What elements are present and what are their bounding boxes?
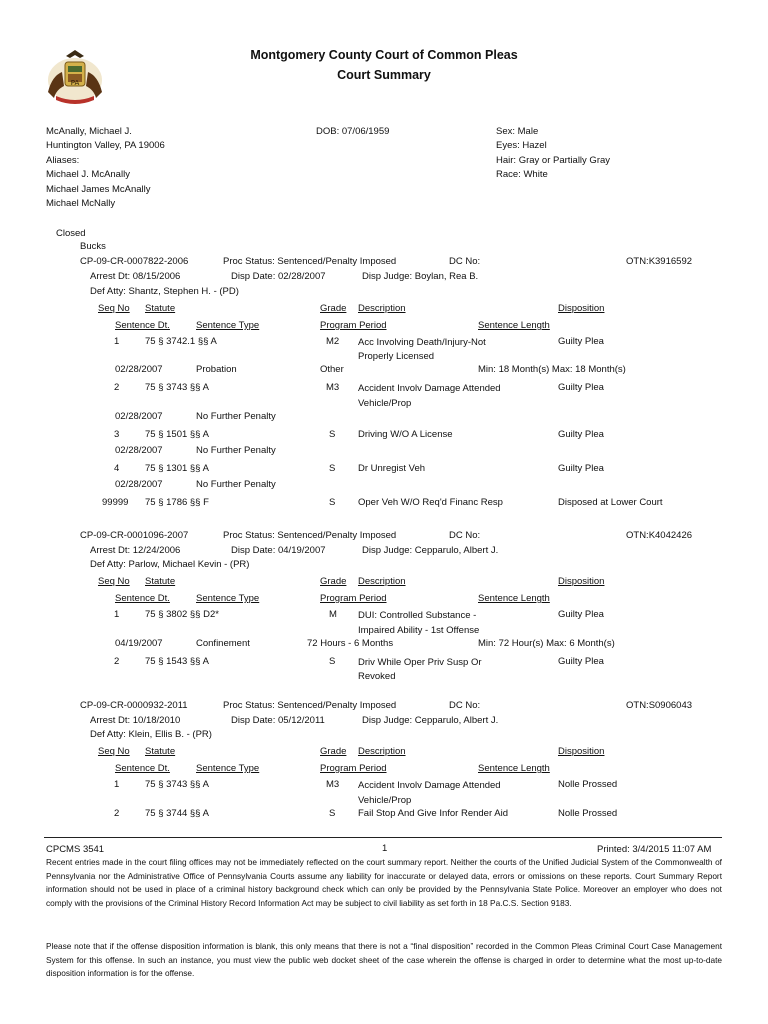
- case-docket: CP-09-CR-0007822-2006: [80, 256, 189, 267]
- charge-seq: 2: [114, 656, 120, 667]
- col-header-sentence-dt: Sentence Dt.: [115, 593, 170, 604]
- defendant-eyes: Eyes: Hazel: [496, 140, 547, 151]
- charge-grade: S: [329, 497, 336, 508]
- charge-description: Vehicle/Prop: [358, 398, 412, 409]
- col-header-grade: Grade: [320, 746, 347, 757]
- col-header-sentence-dt: Sentence Dt.: [115, 320, 170, 331]
- case-def-atty: Def Atty: Klein, Ellis B. - (PR): [90, 729, 212, 740]
- charge-description: Dr Unregist Veh: [358, 463, 426, 474]
- col-header-sentence-length: Sentence Length: [478, 763, 550, 774]
- defendant-address: Huntington Valley, PA 19006: [46, 140, 165, 151]
- case-arrest-date: Arrest Dt: 10/18/2010: [90, 715, 181, 726]
- charge-grade: M3: [326, 382, 340, 393]
- case-proc-status: Proc Status: Sentenced/Penalty Imposed: [223, 530, 397, 541]
- alias-item: Michael McNally: [46, 198, 116, 209]
- case-def-atty: Def Atty: Parlow, Michael Kevin - (PR): [90, 559, 250, 570]
- footer-divider: [44, 837, 722, 838]
- col-header-program-period: Program Period: [320, 593, 387, 604]
- charge-description: Properly Licensed: [358, 351, 435, 362]
- charge-description: Accident Involv Damage Attended: [358, 383, 501, 394]
- sentence-length: Min: 72 Hour(s) Max: 6 Month(s): [478, 638, 615, 649]
- case-disp-date: Disp Date: 02/28/2007: [231, 271, 326, 282]
- charge-description: Impaired Ability - 1st Offense: [358, 625, 480, 636]
- defendant-race: Race: White: [496, 169, 548, 180]
- col-header-seq: Seq No: [98, 576, 130, 587]
- charge-seq: 1: [114, 609, 120, 620]
- case-arrest-date: Arrest Dt: 12/24/2006: [90, 545, 181, 556]
- charge-grade: S: [329, 808, 336, 819]
- col-header-description: Description: [358, 746, 406, 757]
- charge-statute: 75 § 3743 §§ A: [145, 382, 209, 393]
- charge-grade: S: [329, 429, 336, 440]
- case-def-atty: Def Atty: Shantz, Stephen H. - (PD): [90, 286, 239, 297]
- charge-statute: 75 § 1543 §§ A: [145, 656, 209, 667]
- col-header-program-period: Program Period: [320, 320, 387, 331]
- case-docket: CP-09-CR-0000932-2011: [80, 700, 188, 711]
- case-dc-no: DC No:: [449, 256, 481, 267]
- col-header-grade: Grade: [320, 576, 347, 587]
- charge-seq: 4: [114, 463, 120, 474]
- sentence-date: 02/28/2007: [115, 445, 163, 456]
- case-dc-no: DC No:: [449, 700, 481, 711]
- sentence-type: No Further Penalty: [196, 411, 276, 422]
- col-header-sentence-type: Sentence Type: [196, 320, 260, 331]
- charge-description: DUI: Controlled Substance -: [358, 610, 477, 621]
- charge-seq: 1: [114, 336, 120, 347]
- col-header-statute: Statute: [145, 746, 176, 757]
- case-otn: OTN:K3916592: [626, 256, 693, 267]
- sentence-date: 02/28/2007: [115, 479, 163, 490]
- charge-description: Acc Involving Death/Injury-Not: [358, 337, 486, 348]
- charge-disposition: Guilty Plea: [558, 656, 604, 667]
- form-id: CPCMS 3541: [46, 844, 105, 855]
- aliases-label: Aliases:: [46, 155, 80, 166]
- defendant-hair: Hair: Gray or Partially Gray: [496, 155, 611, 166]
- case-arrest-date: Arrest Dt: 08/15/2006: [90, 271, 181, 282]
- charge-disposition: Guilty Plea: [558, 609, 604, 620]
- case-disp-judge: Disp Judge: Boylan, Rea B.: [362, 271, 479, 282]
- charge-seq: 1: [114, 779, 120, 790]
- case-proc-status: Proc Status: Sentenced/Penalty Imposed: [223, 256, 397, 267]
- sentence-type: No Further Penalty: [196, 479, 276, 490]
- charge-description: Oper Veh W/O Req'd Financ Resp: [358, 497, 503, 508]
- col-header-sentence-type: Sentence Type: [196, 593, 260, 604]
- col-header-seq: Seq No: [98, 746, 130, 757]
- sentence-date: 02/28/2007: [115, 411, 163, 422]
- sentence-type: No Further Penalty: [196, 445, 276, 456]
- col-header-grade: Grade: [320, 303, 347, 314]
- charge-statute: 75 § 3743 §§ A: [145, 779, 209, 790]
- case-disp-date: Disp Date: 04/19/2007: [231, 545, 326, 556]
- charge-seq: 2: [114, 382, 120, 393]
- charge-grade: M3: [326, 779, 340, 790]
- charge-disposition: Guilty Plea: [558, 429, 604, 440]
- charge-description: Vehicle/Prop: [358, 795, 412, 806]
- page-subtitle: Court Summary: [337, 68, 431, 82]
- charge-statute: 75 § 3802 §§ D2*: [145, 609, 219, 620]
- sentence-date: 04/19/2007: [115, 638, 163, 649]
- charge-disposition: Disposed at Lower Court: [558, 497, 663, 508]
- sentence-length: Min: 18 Month(s) Max: 18 Month(s): [478, 364, 626, 375]
- charge-disposition: Nolle Prossed: [558, 779, 618, 790]
- col-header-seq: Seq No: [98, 303, 130, 314]
- charge-description: Driving W/O A License: [358, 429, 453, 440]
- charge-seq: 99999: [102, 497, 129, 508]
- alias-item: Michael James McAnally: [46, 184, 151, 195]
- alias-item: Michael J. McAnally: [46, 169, 130, 180]
- charge-description: Fail Stop And Give Infor Render Aid: [358, 808, 508, 819]
- case-otn: OTN:K4042426: [626, 530, 693, 541]
- col-header-sentence-length: Sentence Length: [478, 320, 550, 331]
- charge-disposition: Guilty Plea: [558, 382, 604, 393]
- status-label: Closed: [56, 228, 86, 239]
- sentence-type: Confinement: [196, 638, 250, 649]
- col-header-disposition: Disposition: [558, 576, 605, 587]
- col-header-disposition: Disposition: [558, 303, 605, 314]
- charge-description: Revoked: [358, 671, 396, 682]
- sentence-program-period: Other: [320, 364, 344, 375]
- col-header-sentence-type: Sentence Type: [196, 763, 260, 774]
- col-header-statute: Statute: [145, 303, 176, 314]
- charge-description: Accident Involv Damage Attended: [358, 780, 501, 791]
- defendant-dob: DOB: 07/06/1959: [316, 126, 390, 137]
- sentence-date: 02/28/2007: [115, 364, 163, 375]
- charge-grade: M: [329, 609, 337, 620]
- page-number: 1: [382, 843, 388, 854]
- defendant-sex: Sex: Male: [496, 126, 539, 137]
- charge-statute: 75 § 1301 §§ A: [145, 463, 209, 474]
- charge-disposition: Nolle Prossed: [558, 808, 618, 819]
- charge-statute: 75 § 3744 §§ A: [145, 808, 209, 819]
- charge-statute: 75 § 1786 §§ F: [145, 497, 209, 508]
- charge-description: Driv While Oper Priv Susp Or: [358, 657, 482, 668]
- col-header-disposition: Disposition: [558, 746, 605, 757]
- col-header-description: Description: [358, 303, 406, 314]
- charge-grade: S: [329, 656, 336, 667]
- col-header-statute: Statute: [145, 576, 176, 587]
- defendant-name: McAnally, Michael J.: [46, 126, 132, 137]
- case-proc-status: Proc Status: Sentenced/Penalty Imposed: [223, 700, 397, 711]
- case-disp-judge: Disp Judge: Cepparulo, Albert J.: [362, 715, 499, 726]
- charge-seq: 2: [114, 808, 120, 819]
- case-docket: CP-09-CR-0001096-2007: [80, 530, 189, 541]
- case-dc-no: DC No:: [449, 530, 481, 541]
- county-label: Bucks: [80, 241, 106, 252]
- charge-statute: 75 § 1501 §§ A: [145, 429, 209, 440]
- col-header-program-period: Program Period: [320, 763, 387, 774]
- col-header-sentence-length: Sentence Length: [478, 593, 550, 604]
- charge-grade: S: [329, 463, 336, 474]
- charge-disposition: Guilty Plea: [558, 336, 604, 347]
- case-disp-date: Disp Date: 05/12/2011: [231, 715, 325, 726]
- charge-disposition: Guilty Plea: [558, 463, 604, 474]
- seal-text: PA: [70, 79, 80, 87]
- sentence-type: Probation: [196, 364, 237, 375]
- case-otn: OTN:S0906043: [626, 700, 693, 711]
- page-title: Montgomery County Court of Common Pleas: [250, 48, 518, 62]
- disclaimer-paragraph: Recent entries made in the court filing offices may not be immediately reflected on the court summary report. Neither the courts of the Unified Judicial System of the Commonwealth of Pennsylvania nor the Administrative Office of Pennsylvania Courts assume any liability for inaccurate or delayed data, errors or omissions on these reports. Court Summary Report information should not be used in place of a criminal history background check which can only be provided by the Pennsylvania State Police. Moreover an employer who does not comply with the provisions of the Criminal History Record Information Act may be subject to civil liability as set forth in 18 Pa.C.S. Section 9183.: [46, 857, 722, 908]
- col-header-description: Description: [358, 576, 406, 587]
- disclaimer-paragraph: Please note that if the offense disposition information is blank, this only means that there is not a “final disposition” recorded in the Common Pleas Criminal Court Case Management System for this offense. In such an instance, you must view the public web docket sheet of the case wherein the offense is charged in order to determine what the most up-to-date disposition information is for the offense.: [46, 941, 722, 979]
- col-header-sentence-dt: Sentence Dt.: [115, 763, 170, 774]
- charge-grade: M2: [326, 336, 340, 347]
- sentence-program-period: 72 Hours - 6 Months: [307, 638, 394, 649]
- charge-statute: 75 § 3742.1 §§ A: [145, 336, 217, 347]
- charge-seq: 3: [114, 429, 120, 440]
- case-disp-judge: Disp Judge: Cepparulo, Albert J.: [362, 545, 499, 556]
- printed-timestamp: Printed: 3/4/2015 11:07 AM: [597, 844, 712, 855]
